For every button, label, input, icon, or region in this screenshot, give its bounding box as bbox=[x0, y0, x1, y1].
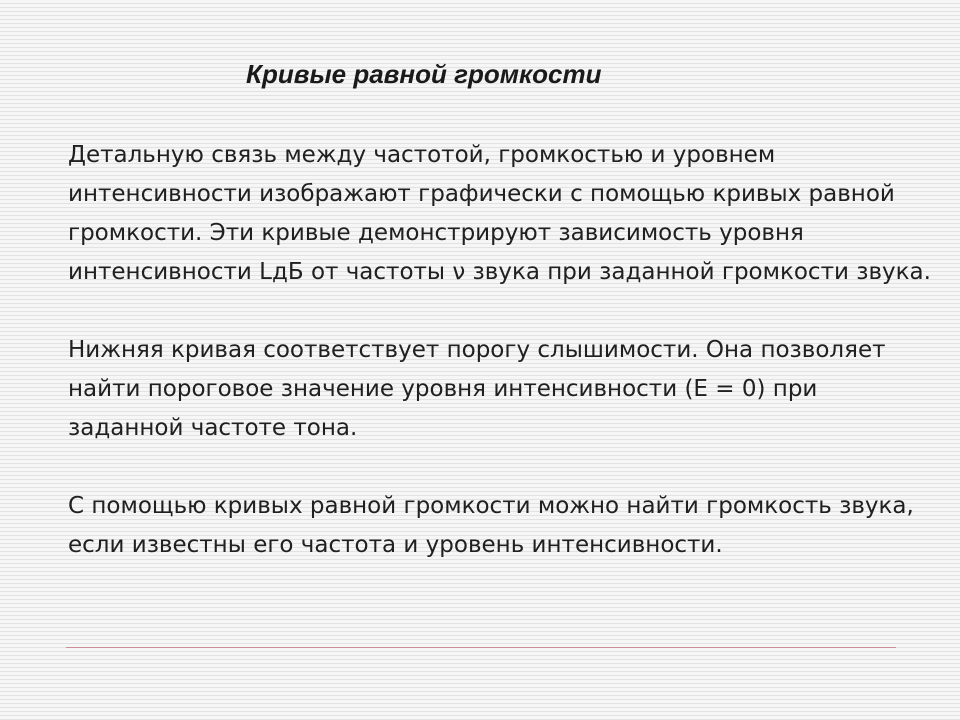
paragraph-equal-loudness-curves: Детальную связь между частотой, громкостью и уровнем интенсивности изображают графически с помощью кривых равной громкости. Эти кривые демонстрируют зависимость уровня интенсивности LдБ от частоты ν звука при заданной громкости звука. bbox=[68, 142, 931, 285]
paragraph-hearing-threshold: Нижняя кривая соответствует порогу слышимости. Она позволяет найти пороговое значение уровня интенсивности (E = 0) при заданной частоте тона. bbox=[68, 337, 886, 441]
paragraph-spacer bbox=[68, 292, 938, 331]
bottom-divider-line bbox=[66, 647, 896, 648]
paragraph-find-loudness: С помощью кривых равной громкости можно найти громкость звука, если известны его частота и уровень интенсивности. bbox=[68, 493, 914, 558]
slide-body bbox=[68, 136, 938, 565]
paragraph-spacer bbox=[68, 448, 938, 487]
slide-title: Кривые равной громкости bbox=[246, 59, 602, 89]
